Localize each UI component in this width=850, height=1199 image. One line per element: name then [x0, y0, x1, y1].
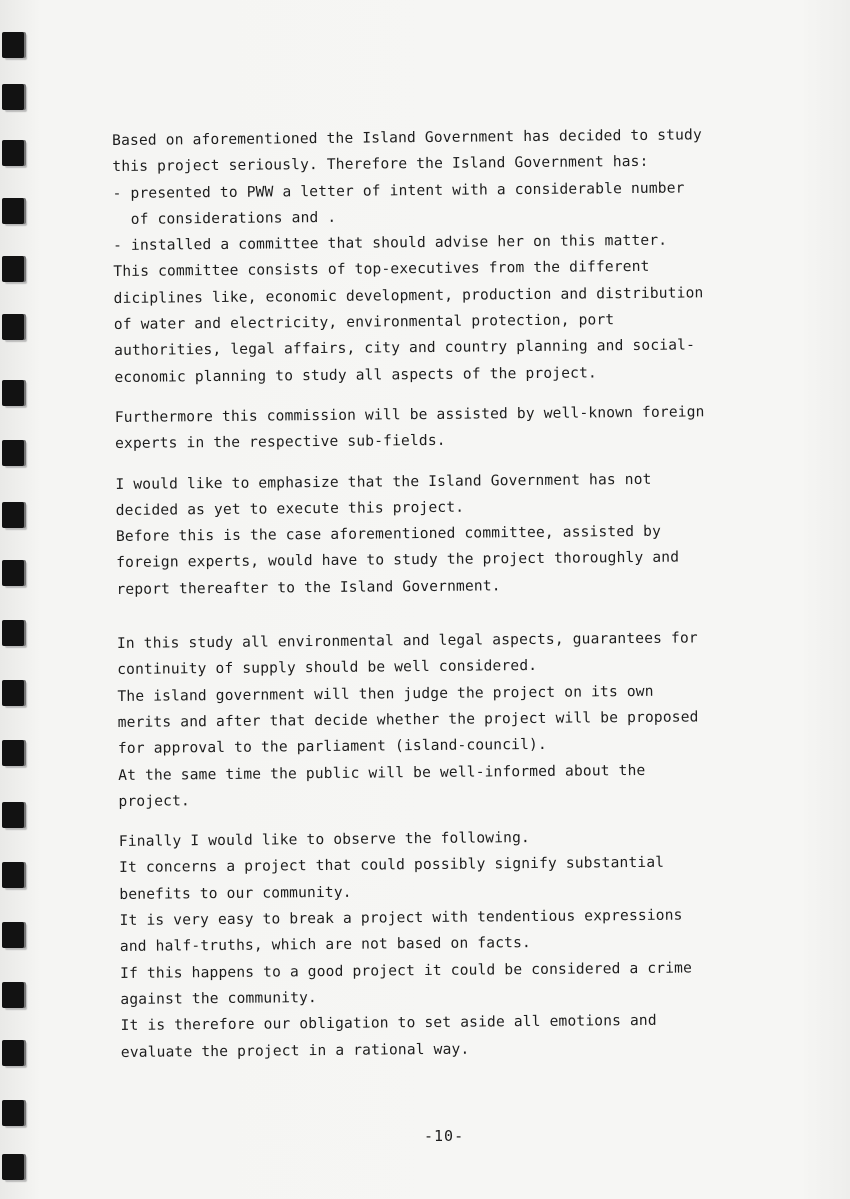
text-line: for approval to the parliament (island-council). [117, 736, 547, 758]
binding-hole [2, 380, 24, 406]
binding-hole [2, 84, 24, 110]
text-line: - installed a committee that should advise her on this matter. [113, 231, 668, 255]
text-line: against the community. [120, 988, 318, 1008]
binding-hole [2, 1040, 24, 1066]
page-number: -10- [424, 1127, 465, 1145]
text-line: I would like to emphasize that the Island Government has not [115, 470, 652, 493]
text-line: of considerations and . [112, 208, 337, 228]
paragraph-3 [115, 465, 776, 603]
binding-hole [2, 256, 24, 282]
text-line: of water and electricity, environmental protection, port [113, 311, 615, 334]
text-line: In this study all environmental and legal aspects, guarantees for [116, 629, 698, 653]
binding-hole [2, 862, 24, 888]
spiral-binding [0, 20, 34, 1180]
binding-hole [2, 620, 24, 646]
text-line: evaluate the project in a rational way. [120, 1040, 470, 1061]
paragraph-4 [117, 625, 779, 815]
binding-hole [2, 1154, 24, 1180]
binding-hole [2, 560, 24, 586]
binding-hole [2, 502, 24, 528]
text-line: Furthermore this commission will be assisted by well-known foreign [114, 403, 705, 426]
binding-hole [2, 198, 24, 224]
text-line: This committee consists of top-executives from the different [113, 258, 650, 281]
text-line: At the same time the public will be well-informed about the [118, 761, 646, 784]
binding-hole [2, 314, 24, 340]
binding-hole [2, 1100, 24, 1126]
text-line: It is very easy to break a project with tendentious expressions [119, 906, 683, 929]
text-line: decided as yet to execute this project. [115, 498, 465, 519]
text-line: merits and after that decide whether the project will be proposed [117, 708, 699, 731]
text-line: Before this is the case aforementioned committee, assisted by [115, 522, 662, 546]
paragraph-2 [115, 399, 775, 458]
text-line: foreign experts, would have to study the project thoroughly and [116, 549, 680, 572]
text-line: experts in the respective sub-fields. [114, 432, 446, 453]
binding-hole [2, 922, 24, 948]
text-line: If this happens to a good project it could be considered a crime [120, 959, 693, 982]
text-line: project. [118, 792, 191, 810]
text-line: benefits to our community. [119, 883, 352, 903]
paragraph-1 [112, 122, 774, 391]
binding-hole [2, 440, 24, 466]
body-text [112, 122, 781, 1066]
binding-hole [2, 680, 24, 706]
text-line: report thereafter to the Island Government. [116, 577, 501, 598]
text-line: It concerns a project that could possibly signify substantial [119, 854, 665, 877]
text-line: Finally I would like to observe the following. [118, 829, 530, 851]
text-line: authorities, legal affairs, city and country planning and social- [114, 336, 696, 360]
binding-hole [2, 802, 24, 828]
text-line: The island government will then judge the project on its own [117, 682, 654, 705]
binding-hole [2, 32, 24, 58]
text-line: this project seriously. Therefore the Island Government has: [112, 153, 649, 176]
text-line: It is therefore our obligation to set aside all emotions and [120, 1012, 657, 1035]
binding-hole [2, 740, 24, 766]
paragraph-5 [119, 823, 781, 1066]
text-line: continuity of supply should be well considered. [117, 657, 538, 679]
text-line: and half-truths, which are not based on facts. [119, 934, 532, 956]
text-line: economic planning to study all aspects of the project. [114, 364, 598, 386]
text-line: Based on aforementioned the Island Government has decided to study [112, 126, 702, 149]
binding-hole [2, 140, 24, 166]
text-line: diciplines like, economic development, production and distribution [113, 284, 704, 307]
text-line: - presented to PWW a letter of intent with a considerable number [112, 179, 685, 202]
binding-hole [2, 982, 24, 1008]
